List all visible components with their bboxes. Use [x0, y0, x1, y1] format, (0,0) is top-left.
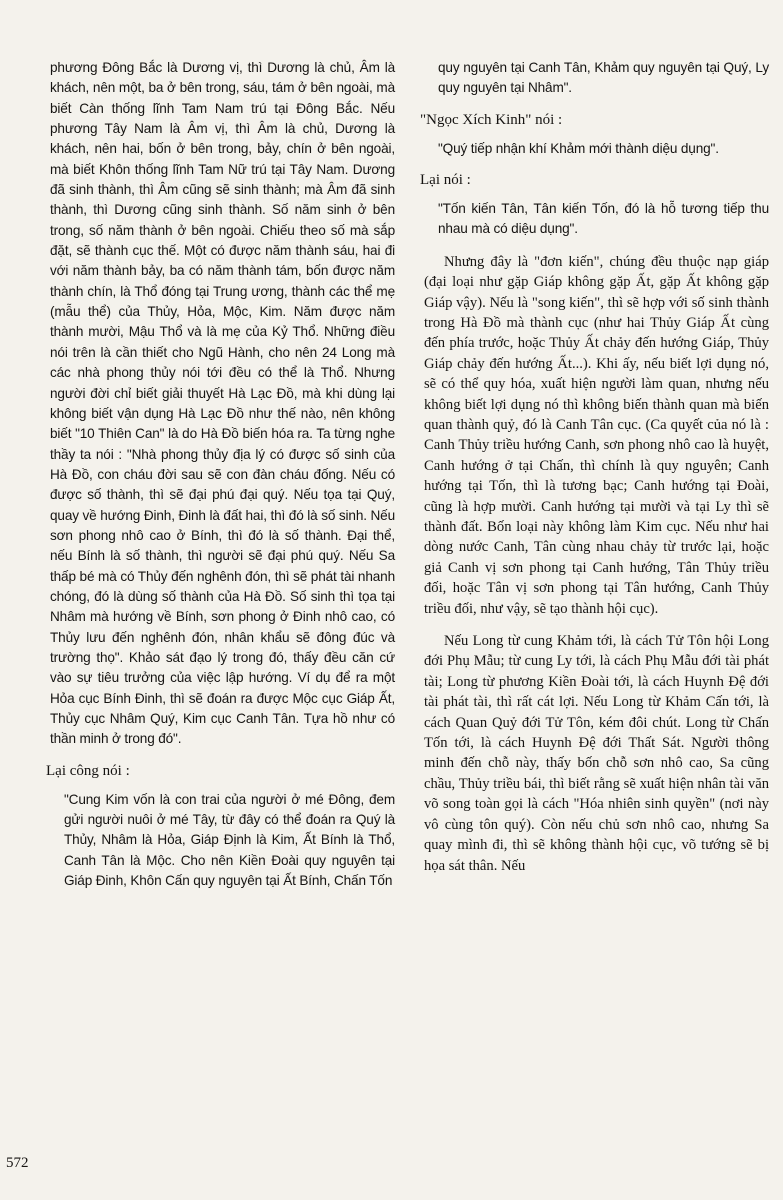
right-paragraph-1: quy nguyên tại Canh Tân, Khảm quy nguyên tại Quý, Ly quy nguyên tại Nhâm".: [438, 60, 769, 96]
right-heading-2: Lại nói :: [420, 172, 471, 189]
right-paragraph-3: Nếu Long từ cung Khảm tới, là cách Tử Tôn hội Long đới Phụ Mẫu; từ cung Ly tới, là cách Phụ Mẫu đới tài phát tài; Long từ phương Kiền Đoài tới, là cách Huynh Đệ đới tài phát tài, thì rất cát lợi. Nếu Long từ Khảm Cấn tới, là cách Quan Quỷ đới Tử Tôn, kém đôi chút. Long từ Chấn Tốn tới, là cách Huynh Đệ đới Thất Sát. Người thông minh đến chỗ này, thấy bốn chỗ sơn nhô cao, Sa cũng chầu, Thủy triều bái, thì biết rằng sẽ xuất hiện nhân tài văn võ song toàn gọi là cách "Hóa nhiên sinh quyền" (nơi này vô cùng tôn quý). Còn nếu chủ sơn nhô cao, nhưng Sa quay mình đi, thì sẽ không thành hội cục, võ tướng sẽ bị họa sát thân. Nếu: [424, 633, 769, 874]
right-quote-1: "Quý tiếp nhận khí Khảm mới thành diệu dụng".: [438, 140, 719, 156]
left-paragraph-1: phương Đông Bắc là Dương vị, thì Dương là chủ, Âm là khách, nên một, ba ở bên trong, sáu, tám ở bên ngoài, mà biết Càn thống lĩnh Tam Nam trú tại Đông Bắc. Nếu phương Tây Nam là Âm vị, thì Âm là chủ, Dương là khách, nên hai, bốn ở bên trong, bảy, chín ở bên ngoài, mà biết Khôn thống lĩnh Tam Nữ trú tại Tây Nam. Dương đã sinh thành, thì Âm cũng sẽ sinh thành; mà Âm đã sinh thành, thì Dương cũng sinh thành. Số năm sinh ở bên trong, số năm thành ở bên ngoài. Chiếu theo số mà sắp đặt, sẽ thành cục thế. Một có được năm thành sáu, hai đi với năm thành bảy, ba có năm thành tám, bốn được năm thành chín, là Thổ đóng tại Trung ương, thành các thể mẹ (mẫu thể) của Thủy, Hỏa, Mộc, Kim. Năm được năm thành mười, Mậu Thổ và là mẹ của Kỷ Thổ. Những điều nói trên là cần thiết cho Ngũ Hành, cho nên 24 Long mà các nhà phong thủy nói tới đều có thể là Thổ. Nhưng người đời chỉ biết giải thuyết Hà Lạc Đồ, mà khi dùng lại không biết vận dụng Hà Lạc Đồ như thế nào, nên không biết "10 Thiên Can" là do Hà Đồ biến hóa ra. Ta từng nghe thầy ta nói : "Nhà phong thủy địa lý có được số sinh của Hà Đồ, con cháu đời sau sẽ con đàn cháu đống. Nếu có được số thành, thì sẽ đại phú đại quý. Nếu tọa tại Quý, quay về hướng Đinh, Đinh là đất hai, thì đó là số sinh. Nếu sơn phong nhô cao ở Bính, thì đó là số thành. Đại thể, nếu Bính là số thành, thì người sẽ đại phú quý. Nếu Sa thấp bé mà có Thủy đến nghênh đón, thì sẽ phát tài nhanh chóng, đó là dùng số thành của Hà Đồ. Số sinh thì tọa tại Nhâm mà hướng về Bính, sơn phong ở Đinh nhô cao, có Thủy lưu đến nghênh đón, nhân khẩu sẽ đông đúc và trường thọ". Khảo sát đạo lý trong đó, thấy đều căn cứ vào sự tiêu trưởng của việc lập hướng. Ví dụ để ra một Hỏa cục Bính Đinh, thì sẽ đoán ra được Mộc cục Giáp Ất, Thủy cục Nhâm Quý, Kim cục Canh Tân. Tựa hồ như có thần minh ở trong đó".: [50, 60, 395, 747]
left-heading: Lại công nói :: [46, 762, 130, 779]
right-column: [420, 58, 769, 876]
left-column: [46, 58, 395, 891]
right-paragraph-2: Nhưng đây là "đơn kiến", chúng đều thuộc nạp giáp (đại loại như gặp Giáp không gặp Ất, gặp Ất không gặp Giáp vậy). Nếu là "song kiến", thì sẽ hợp với số sinh thành trong Hà Đồ mà thành cục (như hai Thủy Giáp Ất cùng đến phía trước, hoặc Thủy Ất chảy đến hướng Giáp, Thủy Giáp chảy đến hướng Ất...). Khi ấy, nếu biết lợi dụng nó, sẽ có thể quy hóa, xuất hiện người làm quan, nhưng nếu không biết lợi dụng nó thì không biến thành quan mà biến quan thành quỷ, đó là Canh Tân cục. (Ca quyết của nó là : Canh Thủy triều hướng Canh, sơn phong nhô cao là huyệt, Canh hướng ở tại Chấn, thì chính là quy nguyên; Canh hướng tại Tốn, thì là tương bạc; Canh hướng tại Đoài, cũng là hợp mười. Canh hướng tại mười và tại Ly thì sẽ thành đất. Bốn loại này không làm Kim cục. Nếu như hai dòng nước Canh, Tân cùng nhau chảy từ trước lại, hoặc giả Canh vị sơn phong tại Canh hướng, Tân Thủy triều đối, hoặc Tân vị sơn phong tại Tân hướng, Canh Thủy triều đối, như vậy, sẽ tạo thành hội cục).: [424, 253, 769, 617]
right-quote-2: "Tốn kiến Tân, Tân kiến Tốn, đó là hỗ tương tiếp thu nhau mà có diệu dụng".: [438, 201, 769, 237]
page-number: 572: [6, 1155, 29, 1171]
left-quote: "Cung Kim vốn là con trai của người ở mé Đông, đem gửi người nuôi ở mé Tây, từ đây có thể đoán ra Quý là Thủy, Nhâm là Hỏa, Giáp Định là Kim, Ất Bính là Thổ, Canh Tân là Mộc. Cho nên Kiền Đoài quy nguyên tại Giáp Đinh, Khôn Cấn quy nguyên tại Ất Bính, Chấn Tốn: [64, 791, 395, 889]
right-heading-1: "Ngọc Xích Kinh" nói :: [420, 111, 563, 128]
